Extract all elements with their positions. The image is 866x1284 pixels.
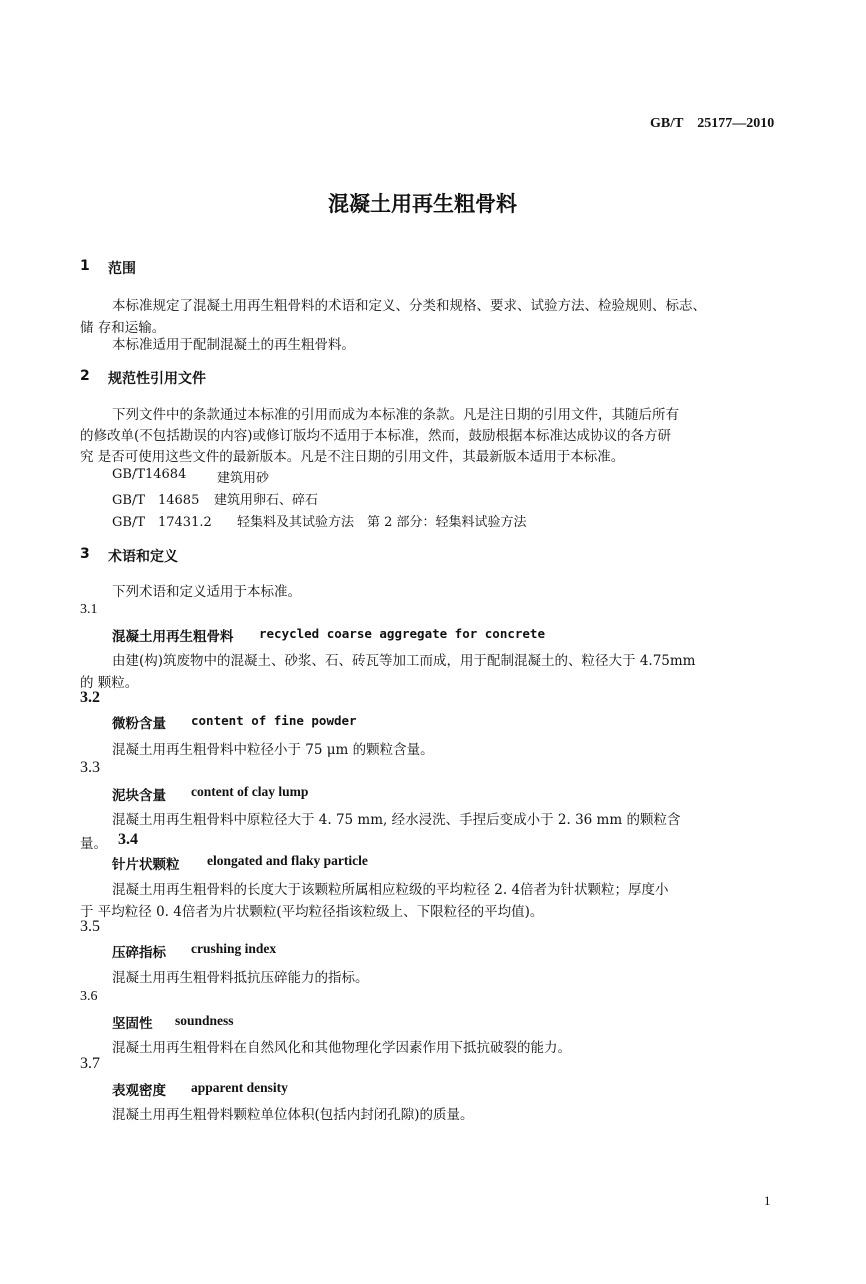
section-2-number: 2 [80,368,90,384]
term-3-4-en: elongated and flaky particle [207,853,368,868]
clause-3-1-number: 3.1 [80,602,98,617]
term-3-2-zh: 微粉含量 [112,716,166,732]
section-1-number: 1 [80,258,90,274]
term-3-7-def: 混凝土用再生粗骨料颗粒单位体积(包括内封闭孔隙)的质量。 [112,1107,474,1123]
clause-3-6-number: 3.6 [80,989,98,1004]
term-3-7-en: apparent density [191,1080,288,1095]
term-3-3-def-line-1: 混凝土用再生粗骨料中原粒径大于 4. 75 mm, 经水浸洗、手捏后变成小于 2. 36 mm 的颗粒含 [112,812,681,828]
clause-3-4-number: 3.4 [118,831,138,848]
section-3-number: 3 [80,546,90,562]
section-1-title: 范围 [108,261,136,277]
ref-2-code: GB/T 14685 [112,493,200,508]
section-1-para-1-cont: 储 存和运输。 [80,320,166,336]
term-3-5-en: crushing index [191,941,277,956]
standard-code: GB/T 25177—2010 [650,116,775,131]
ref-3-name: 轻集料及其试验方法 第 2 部分：轻集料试验方法 [237,515,527,530]
term-3-6-def: 混凝土用再生粗骨料在自然风化和其他物理化学因素作用下抵抗破裂的能力。 [112,1040,571,1056]
section-1-para-1: 本标准规定了混凝土用再生粗骨料的术语和定义、分类和规格、要求、试验方法、检验规则、标志、 [112,298,706,314]
ref-3-code: GB/T 17431.2 [112,515,212,530]
term-3-7-zh: 表观密度 [112,1083,166,1099]
section-2-para-line-1: 下列文件中的条款通过本标准的引用而成为本标准的条款。凡是注日期的引用文件，其随后所有 [112,407,679,423]
ref-1-code: GB/T14684 [112,467,187,482]
section-2-para-line-3: 究 是否可使用这些文件的最新版本。凡是不注日期的引用文件，其最新版本适用于本标准。 [80,449,625,465]
document-title: 混凝土用再生粗骨料 [328,192,517,216]
clause-3-7-number: 3.7 [80,1055,100,1072]
term-3-4-def-line-1: 混凝土用再生粗骨料的长度大于该颗粒所属相应粒级的平均粒径 2. 4倍者为针状颗粒；厚度小 [112,882,669,898]
clause-3-5-number: 3.5 [80,918,100,935]
clause-3-3-number: 3.3 [80,759,100,776]
term-3-5-zh: 压碎指标 [112,945,166,961]
term-3-4-zh: 针片状颗粒 [112,857,180,873]
term-3-1-def-line-2: 的 颗粒。 [80,675,139,691]
term-3-2-en: content of fine powder [191,713,357,728]
term-3-3-en: content of clay lump [191,784,309,799]
term-3-1-def-line-1: 由建(构)筑废物中的混凝土、砂浆、石、砖瓦等加工而成，用于配制混凝土的、粒径大于 4.75mm [112,653,696,669]
section-2-title: 规范性引用文件 [108,371,206,387]
term-3-2-def: 混凝土用再生粗骨料中粒径小于 75 μm 的颗粒含量。 [112,742,434,758]
term-3-4-def-line-2: 于 平均粒径 0. 4倍者为片状颗粒(平均粒径指该粒级上、下限粒径的平均值)。 [80,904,544,920]
term-3-1-en: recycled coarse aggregate for concrete [259,626,545,641]
term-3-6-en: soundness [175,1013,234,1028]
ref-1-name: 建筑用砂 [217,471,270,486]
ref-2-name: 建筑用卵石、碎石 [214,493,319,508]
term-3-5-def: 混凝土用再生粗骨料抵抗压碎能力的指标。 [112,970,369,986]
page-number: 1 [764,1193,771,1208]
section-1-para-2: 本标准适用于配制混凝土的再生粗骨料。 [112,337,355,353]
section-2-para-line-2: 的修改单(不包括勘误的内容)或修订版均不适用于本标准，然而，鼓励根据本标准达成协议的各方研 [80,428,672,444]
term-3-1-zh: 混凝土用再生粗骨料 [112,629,234,645]
term-3-6-zh: 坚固性 [112,1016,153,1032]
section-3-title: 术语和定义 [108,549,178,565]
section-3-intro: 下列术语和定义适用于本标准。 [112,584,301,600]
term-3-3-def-line-2: 量。 [80,836,107,852]
term-3-3-zh: 泥块含量 [112,788,166,804]
clause-3-2-number: 3.2 [80,689,100,706]
